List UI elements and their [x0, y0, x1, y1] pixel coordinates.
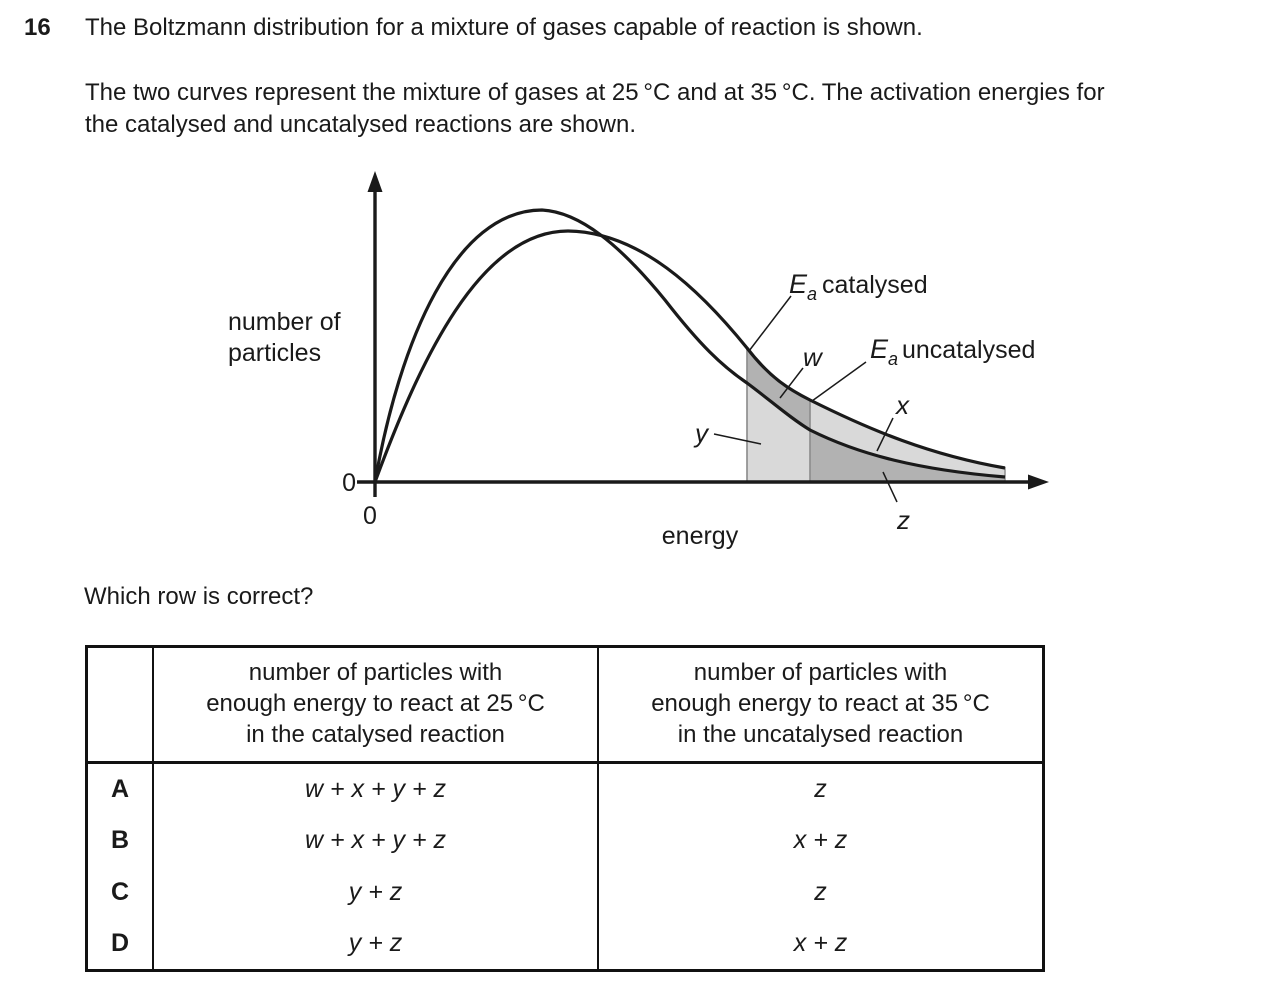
ea-catalysed-subscript: a — [807, 284, 818, 304]
row-c-uncatalysed-value: z — [814, 878, 827, 906]
y-axis-label-line-2: particles — [228, 339, 322, 367]
y-axis-label-line-1: number of — [228, 308, 341, 336]
row-b-catalysed-value: w + x + y + z — [153, 815, 598, 867]
header-catalysed-25-line-3: in the catalysed reaction — [246, 721, 505, 748]
header-catalysed-25-line-1: number of particles with — [248, 659, 503, 686]
ea-uncatalysed-word: uncatalysed — [902, 336, 1036, 364]
header-blank-cell — [87, 647, 154, 763]
row-letter: B — [87, 815, 154, 867]
y-axis-zero: 0 — [342, 469, 356, 497]
header-catalysed-25-line-2: enough energy to react at 25 °C — [206, 690, 545, 717]
header-uncatalysed-35-line-2: enough energy to react at 35 °C — [651, 690, 990, 717]
question-number: 16 — [24, 14, 51, 41]
question-detail — [85, 77, 1105, 141]
row-a-catalysed-value: w + x + y + z — [153, 763, 598, 815]
y-axis-arrowhead — [368, 171, 383, 192]
ea-catalysed-leader-line — [749, 296, 791, 351]
ea-catalysed-symbol: E — [789, 269, 808, 299]
question-intro: The Boltzmann distribution for a mixture of gases capable of reaction is shown. — [85, 14, 923, 41]
answer-table — [85, 645, 1045, 972]
region-w-label: w — [803, 342, 822, 372]
ea-uncatalysed-subscript: a — [888, 349, 899, 369]
x-axis-label: energy — [661, 522, 739, 550]
header-catalysed-25 — [153, 647, 598, 763]
table-row-c — [87, 867, 1044, 919]
row-b-uncatalysed-value: x + z — [793, 826, 848, 854]
row-d-catalysed-value: y + z — [153, 919, 598, 971]
header-uncatalysed-35-line-3: in the uncatalysed reaction — [677, 721, 964, 748]
region-z-label: z — [897, 505, 910, 535]
header-row — [87, 647, 1044, 763]
region-x-label: x — [896, 390, 909, 420]
x-axis-arrowhead — [1028, 475, 1049, 490]
question-detail-line-1: The two curves represent the mixture of gases at 25 °C and at 35 °C. The activation energies for — [85, 79, 1105, 106]
row-d-uncatalysed-value: x + z — [793, 929, 848, 958]
ea-catalysed-word: catalysed — [822, 271, 928, 299]
row-c-catalysed-value: y + z — [153, 867, 598, 919]
row-letter: C — [87, 867, 154, 919]
which-row-prompt: Which row is correct? — [84, 583, 314, 610]
header-uncatalysed-35 — [598, 647, 1044, 763]
boltzmann-figure — [195, 158, 1065, 558]
header-uncatalysed-35-line-1: number of particles with — [693, 659, 948, 686]
region-y-label: y — [695, 418, 708, 448]
row-letter: A — [87, 763, 154, 815]
table-row-b — [87, 815, 1044, 867]
ea-uncatalysed-symbol: E — [870, 334, 889, 364]
table-row-a — [87, 763, 1044, 815]
question-detail-line-2: the catalysed and uncatalysed reactions are shown. — [85, 111, 637, 138]
row-a-uncatalysed-value: z — [814, 774, 827, 803]
x-axis-zero: 0 — [363, 502, 377, 530]
row-letter: D — [87, 919, 154, 971]
table-row-d — [87, 919, 1044, 971]
